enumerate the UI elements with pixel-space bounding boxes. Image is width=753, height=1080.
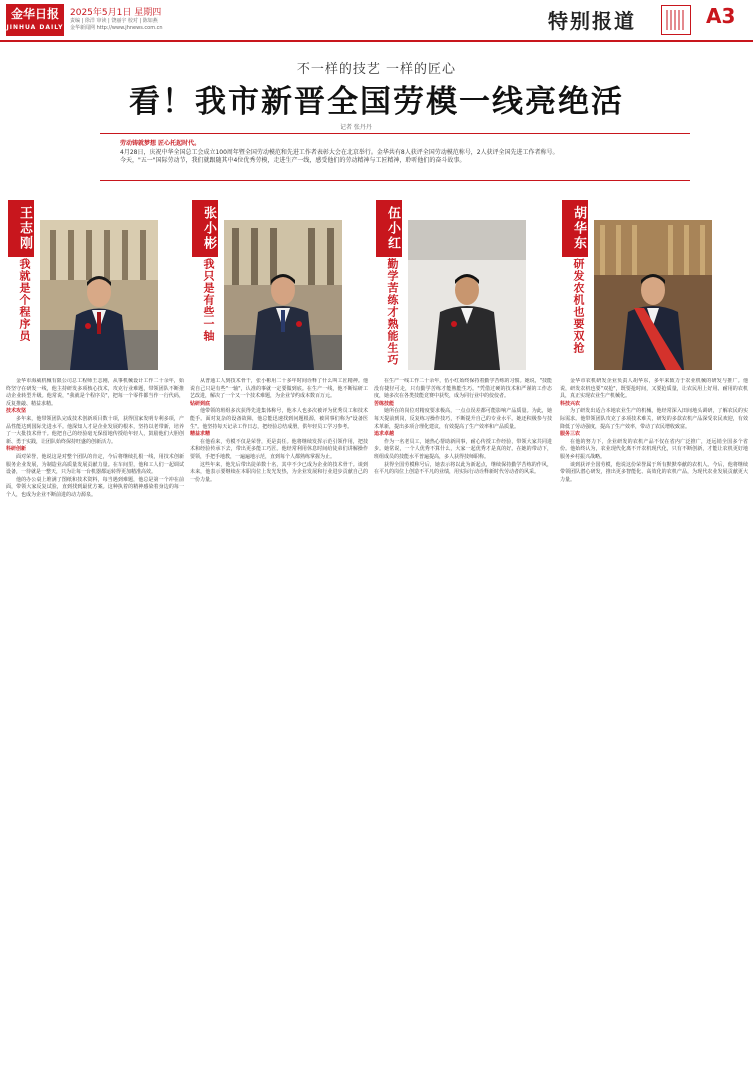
masthead bbox=[0, 0, 753, 42]
section-title: 特别报道 bbox=[548, 9, 636, 33]
profile-name: 张小彬 bbox=[192, 200, 218, 257]
kicker: 不一样的技艺 一样的匠心 bbox=[296, 62, 457, 77]
profile-column-1 bbox=[6, 200, 184, 1060]
profile-column-3 bbox=[374, 200, 552, 1060]
qr-code-icon bbox=[661, 5, 691, 35]
headline: 看！我市新晋全国劳模一线亮绝活 bbox=[129, 84, 624, 120]
profile-quote: 我只是有些一轴 bbox=[202, 258, 215, 342]
profile-quote: 研发农机也要双抢 bbox=[572, 258, 585, 354]
newspaper-logo: 金华日报 JINHUA DAILY bbox=[6, 4, 64, 36]
profile-body: 金华市农机研发企业负责人胡华东，多年来致力于农业机械的研发与推广。他说，研发农机也要"双抢"，既要抢时间，又要抢质量，让农民用上好用、耐用的农机具，真正实现农业生产机械化。 科技兴农 为了研发出适合本地农业生产的机械，他经常深入田间地头调研，了解农民的实际需求。他带领团队攻克了多项技术难关，研发的多款农机产品深受农民欢迎，有效降低了劳动强度，提高了生产效率，带动了农民增收致富。 服务三农 在他的努力下，企业研发的农机产品不仅在省内广泛推广，还远销全国多个省份。他始终认为，农业现代化离不开农机现代化，只有不断创新，才能让农机更好地服务乡村振兴战略。 谈到获评全国劳模，他说这份荣誉属于所有默默奉献的农机人。今后，他将继续带领团队潜心研发，推出更多智能化、高效化的农机产品，为现代农业发展贡献更大力量。 bbox=[560, 378, 748, 483]
profile-column-4 bbox=[560, 200, 748, 1060]
profile-body: 在生产一线工作二十余年，伍小红始终保持着勤学苦练的习惯。她说，"技能没有捷径可走，只有勤学苦练才能熟能生巧。"凭借过硬的技术和严谨的工作态度，她多次在各类技能竞赛中获奖，成为同行业中的佼佼者。 苦练技能 她所在的岗位对精度要求极高，一点点误差都可能影响产品质量。为此，她每天提前到岗，反复练习操作技巧，不断提升自己的专业水平。她还积极参与技术革新，提出多项合理化建议，有效提高了生产效率和产品质量。 追求卓越 作为一名老员工，她热心帮助新同事，耐心传授工作经验，带领大家共同进步。她常说，一个人优秀不算什么，大家一起优秀才是真的好。在她的带动下，班组成员的技能水平普遍提高，多人获得技师职称。 获得全国劳模称号后，她表示将以此为新起点，继续保持勤学苦练的作风，在平凡的岗位上创造不平凡的业绩，用实际行动诠释新时代劳动者的风采。 bbox=[374, 378, 552, 476]
lead-p1: 劳动铸就梦想 匠心托起时代。 bbox=[120, 140, 201, 147]
profile-column-2 bbox=[190, 200, 368, 1060]
lead-p2: 4月28日，庆祝中华全国总工会成立100周年暨全国劳动模范和先进工作者表彰大会在北京举行。金华共有8人获评全国劳动模范称号，2人获评全国先进工作者称号。 bbox=[120, 148, 559, 156]
lead-p3: 今天，"五一"国际劳动节，我们就跟随其中4位优秀劳模，走进生产一线，感受他们的劳动精神与工匠精神，聆听他们的奋斗故事。 bbox=[120, 157, 466, 164]
profile-quote: 勤学苦练才熟能生巧 bbox=[386, 258, 399, 366]
profile-photo bbox=[40, 220, 158, 370]
profile-photo bbox=[224, 220, 342, 370]
issue-date: 2025年5月1日 星期四 bbox=[70, 8, 162, 18]
profile-body: 金华市海威机械有限公司总工程师王志刚，从事机械设计工作二十余年，始终坚守在研发一线，他主持研发多项核心技术，攻克行业难题，带领团队不断推动企业转型升级。他常说，"我就是个程序员"，把每一个零件都当作一行代码，反复推敲、精益求精。 技术攻坚 多年来，他带领团队完成技术创新项目数十项，获得国家发明专利多项，产品性能达到国际先进水平。他深知人才是企业发展的根本，坚持以老带新，培养了一大批技术骨干。他把自己的经验毫无保留地传授给年轻人，鼓励他们大胆创新、勇于实践，让团队始终保持旺盛的创新活力。 科研创新 面对荣誉，他说这是对整个团队的肯定，今后将继续扎根一线，用技术创新服务企业发展，为制造业高质量发展贡献力量。在车间里，他和工人们一起调试设备，一待就是一整天，只为让每一台机器都运转得更加精准高效。 他的办公桌上堆满了图纸和技术资料，每当遇到难题，他总是第一个冲在前面，带领大家反复试验，直到找到最优方案。这种执着的精神感染着身边的每一个人，也成为企业不断前进的动力源泉。 bbox=[6, 378, 184, 498]
profile-name: 伍小红 bbox=[376, 200, 402, 257]
profile-photo bbox=[408, 220, 526, 370]
editor-credits: 责编 | 徐洋 审读 | 饶丽宇 校对 | 陈如燕 金华新闻网 http://www.jhnews.com.cn bbox=[70, 18, 163, 31]
profile-body: 从普通工人到技术骨干，张小彬用二十多年时间诠释了什么叫工匠精神。他说自己只是有些"一轴"，认准的事就一定要做到底。在生产一线，他不断钻研工艺改进，解决了一个又一个技术难题，为企业节约成本数百万元。 钻研到底 他带领的班组多次获得先进集体称号，他本人也多次被评为优秀员工和技术能手。面对复杂的设备故障，他总能迅速找到问题根源，被同事们称为"设备医生"。他坚持每天记录工作日志，把经验总结成册，供年轻员工学习参考。 精益求精 在他看来，劳模不仅是荣誉，更是责任。他将继续发挥示范引领作用，把技术和经验传承下去，带出更多能工巧匠。他经常利用休息时间给徒弟们讲解操作要领，手把手地教，一遍遍地示范，直到每个人都熟练掌握为止。 这些年来，他先后带出徒弟数十名，其中不少已成为企业的技术骨干。谈到未来，他表示要继续在本职岗位上发光发热，为企业发展和行业进步贡献自己的一份力量。 bbox=[190, 378, 368, 483]
page-number: A3 bbox=[706, 4, 736, 28]
lead-box bbox=[100, 133, 690, 181]
profile-name: 胡华东 bbox=[562, 200, 588, 257]
profile-photo bbox=[594, 220, 712, 370]
byline: 记者 张丹丹 bbox=[340, 124, 372, 131]
profile-name: 王志刚 bbox=[8, 200, 34, 257]
profile-quote: 我就是个程序员 bbox=[18, 258, 31, 342]
